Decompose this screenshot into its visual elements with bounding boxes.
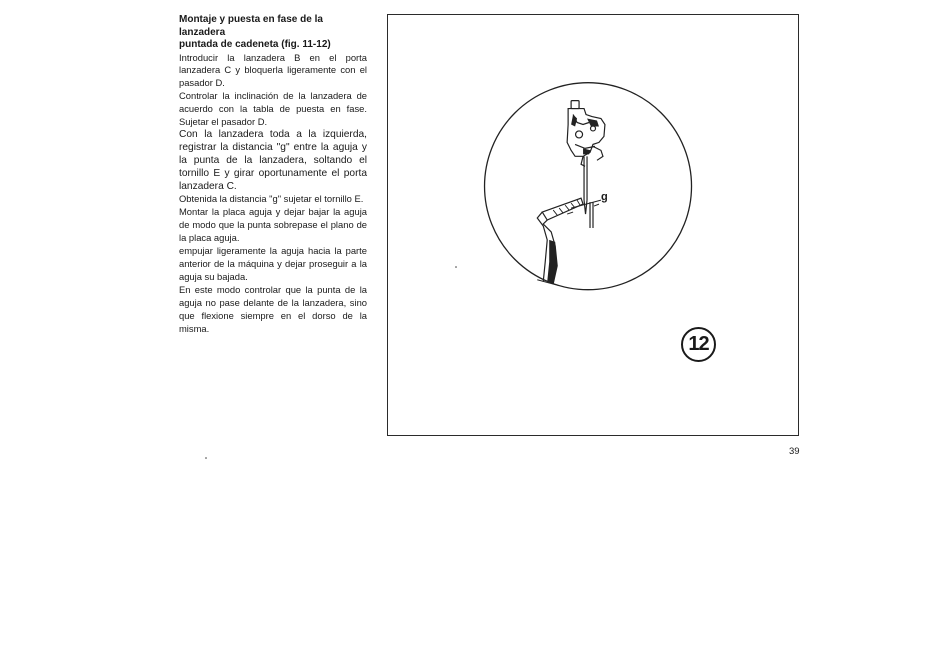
figure-number-badge: 12 <box>681 327 716 362</box>
paragraph-register-distance: Con la lanzadera toda a la izquierda, registrar la distancia "g" entre la aguja y la punta de la lanzadera, soltando el tornillo E y girar oportunamente el porta lanzadera C. <box>179 128 367 192</box>
paragraph-check-needle-point: En este modo controlar que la punta de la aguja no pase delante de la lanzadera, sino que flexione siempre en el dorso de la misma. <box>179 283 367 334</box>
scan-speck <box>455 266 457 268</box>
paragraph-push-needle: empujar ligeramente la aguja hacia la parte anterior de la máquina y dejar proseguir a la aguja su bajada. <box>179 245 367 282</box>
needle-clamp <box>567 101 605 167</box>
section-heading-line-2: puntada de cadeneta (fig. 11-12) <box>179 39 331 50</box>
page-number: 39 <box>789 446 800 457</box>
paragraph-mount-needle-plate: Montar la placa aguja y dejar bajar la aguja de modo que la punta sobrepase el plano de la placa aguja. <box>179 206 367 244</box>
section-heading-line-1: Montaje y puesta en fase de la lanzadera <box>179 14 323 38</box>
shuttle <box>537 198 583 284</box>
instructions-column <box>179 14 367 335</box>
paragraph-control-inclination: Controlar la inclinación de la lanzadera de acuerdo con la tabla de puesta en fase. Sujetar el pasador D. <box>179 90 367 128</box>
needle <box>584 156 593 228</box>
scan-speck <box>205 457 207 459</box>
figure-12-frame <box>387 14 799 436</box>
distance-g-label: g <box>601 191 608 203</box>
paragraph-tighten-screw: Obtenida la distancia "g" sujetar el tornillo E. <box>179 193 364 205</box>
shuttle-needle-illustration <box>388 15 798 435</box>
section-heading <box>179 14 367 52</box>
detail-circle <box>485 83 692 290</box>
paragraph-introduce-shuttle: Introducir la lanzadera B en el porta lanzadera C y bloquerla ligeramente con el pasador D. <box>179 51 367 89</box>
